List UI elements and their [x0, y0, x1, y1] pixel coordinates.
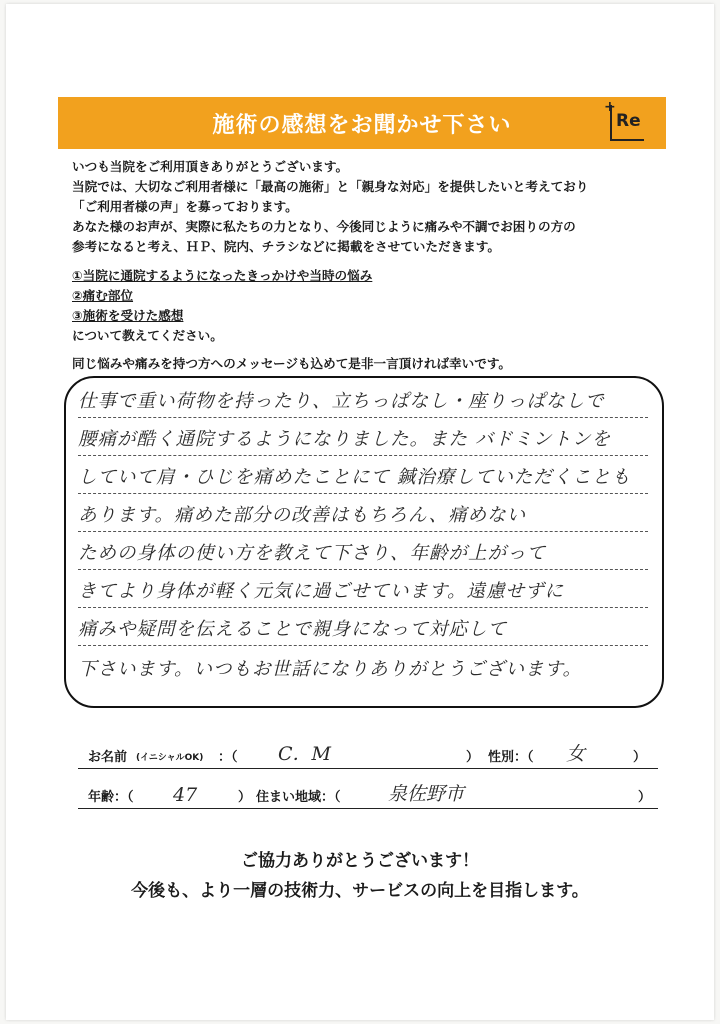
name-label: お名前	[88, 750, 128, 765]
age-label: 年齢：（	[88, 790, 134, 805]
handwritten-text: 痛みや疑問を伝えることで親身になって対応して	[78, 619, 508, 640]
name-close: ）	[466, 750, 480, 765]
pledge-message: 今後も、より一層の技術力、サービスの向上を目指します。	[131, 881, 589, 901]
intro-text	[72, 157, 672, 257]
age-area-row	[78, 784, 658, 809]
comment-line	[78, 539, 648, 570]
age-value: 47	[173, 784, 198, 806]
name-value: C．M	[278, 743, 331, 765]
logo-plus-icon: +	[604, 99, 616, 115]
age-close: ）	[238, 790, 252, 805]
comment-line	[78, 463, 648, 494]
thanks-message: ご協力ありがとうございます！	[241, 851, 479, 871]
handwritten-text: ための身体の使い方を教えて下さり、年齢が上がって	[78, 543, 547, 564]
comment-line	[78, 577, 648, 608]
comment-line	[78, 387, 648, 418]
handwritten-text: 下さいます。いつもお世話になりありがとうございます。	[78, 659, 583, 680]
intro-line: 当院では、大切なご利用者様に「最高の施術」と「親身な対応」を提供したいと考えており	[72, 179, 589, 194]
page-title: 施術の感想をお聞かせ下さい	[212, 112, 512, 138]
handwritten-text: 腰痛が酷く通院するようになりました。また バドミントンを	[78, 429, 612, 450]
intro-line: 「ご利用者様の声」を募っております。	[72, 199, 298, 214]
area-close: ）	[638, 790, 652, 805]
comment-line	[78, 615, 648, 646]
survey-sheet	[6, 4, 714, 1020]
handwritten-text: していて肩・ひじを痛めたことにて 鍼治療していただくことも	[78, 467, 631, 488]
name-note: (イニシャルOK)	[136, 753, 204, 763]
area-value: 泉佐野市	[388, 783, 465, 805]
handwritten-text: 仕事で重い荷物を持ったり、立ちっぱなし・座りっぱなしで	[78, 391, 605, 412]
gender-value: 女	[566, 743, 586, 765]
re-logo	[604, 99, 644, 141]
message-note: 同じ悩みや痛みを持つ方へのメッセージも込めて是非一言頂ければ幸いです。	[72, 356, 512, 371]
question-item: ②痛む部位	[72, 288, 134, 303]
comment-line	[78, 501, 648, 532]
intro-line: あなた様のお声が、実際に私たちの力となり、今後同じように痛みや不調でお困りの方の	[72, 219, 576, 234]
name-open: ：（	[218, 750, 238, 765]
gender-label: 性別：（	[488, 750, 534, 765]
handwritten-text: あります。痛めた部分の改善はもちろん、痛めない	[78, 505, 527, 526]
gender-close: ）	[633, 750, 647, 765]
question-items	[72, 266, 672, 346]
area-label: 住まい地域：（	[256, 790, 341, 805]
name-gender-row	[78, 744, 658, 769]
intro-line: 参考になると考え、ＨＰ、院内、チラシなどに掲載をさせていただきます。	[72, 239, 500, 254]
question-item: ①当院に通院するようになったきっかけや当時の悩み	[72, 268, 373, 283]
comment-line	[78, 655, 648, 685]
header-banner	[58, 97, 666, 149]
question-suffix: について教えてください。	[72, 328, 223, 343]
handwritten-text: きてより身体が軽く元気に過ごせています。遠慮せずに	[78, 581, 565, 602]
intro-line: いつも当院をご利用頂きありがとうございます。	[72, 159, 349, 174]
logo-text: Re	[616, 111, 641, 131]
comment-line	[78, 425, 648, 456]
question-item: ③施術を受けた感想	[72, 308, 184, 323]
